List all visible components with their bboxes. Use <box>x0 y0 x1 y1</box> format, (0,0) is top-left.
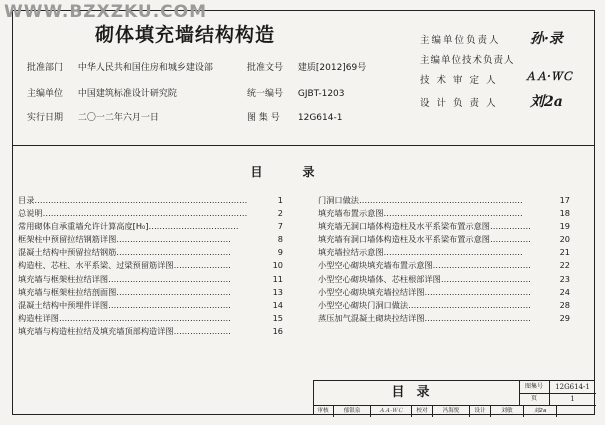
signoff-cell-empty <box>557 406 596 417</box>
toc-entry[interactable] <box>18 325 283 338</box>
toc-entry-title: 常用砌体自承重墙允许计算高度[H₀]…………………………… <box>18 221 239 232</box>
signoff-cell: 校对 <box>412 406 433 417</box>
toc-entry[interactable] <box>318 246 570 259</box>
toc-entry[interactable] <box>18 207 283 220</box>
signoff-cell: 刘敏 <box>491 406 524 417</box>
toc-entry-page: 17 <box>559 195 570 205</box>
meta-editor-unit <box>27 86 177 99</box>
toc-entry[interactable] <box>18 273 283 286</box>
meta-value: 中华人民共和国住房和城乡建设部 <box>77 63 213 73</box>
meta-value: 中国建筑标准设计研究院 <box>77 89 177 99</box>
signoff-cell: 刘2a <box>524 406 557 417</box>
toc-entry-title: 填充墙与构造柱拉结及填充墙顶部构造详图………………… <box>18 325 231 336</box>
toc-entry[interactable] <box>318 259 570 272</box>
signature-tech: ＡＡ·ＷＣ <box>525 70 573 83</box>
toc-entry-page: 20 <box>559 234 570 245</box>
signoff-cell: ＡＡ·ＷＣ <box>371 406 412 417</box>
toc-entry-title: 门洞口做法…………………………………………………… <box>318 195 523 205</box>
meta-label: 批准部门 <box>27 63 64 73</box>
page-value: 1 <box>570 395 575 403</box>
toc-entry-title: 小型空心砌块填充墙拉结详图………………………………… <box>318 286 531 297</box>
toc-entry[interactable] <box>18 220 283 233</box>
document-title: 砌体填充墙结构构造 <box>95 24 276 46</box>
toc-entry-title: 构造柱详图……………………………………………………… <box>18 312 231 323</box>
meta-value: GJBT-1203 <box>297 89 345 99</box>
toc-entry-title: 填充墙拉结示意图…………………………………………… <box>318 247 523 258</box>
toc-entry-page: 22 <box>559 260 570 271</box>
toc-entry-page: 2 <box>277 208 283 219</box>
toc-entry-page: 21 <box>559 247 570 258</box>
toc-entry[interactable] <box>318 233 570 246</box>
toc-entry-page: 23 <box>559 273 570 284</box>
meta-value: 建质[2012]69号 <box>297 63 367 73</box>
toc-entry-title: 小型空心砌块填充墙布置示意图……………………………… <box>318 260 531 271</box>
signoff-cell: 审核 <box>313 406 334 417</box>
signature-chief: 孙·录 <box>530 31 563 47</box>
toc-entry[interactable] <box>318 273 570 286</box>
watermark: WWW.BZXZKU.COM <box>4 2 208 22</box>
meta-impl-date <box>27 110 159 123</box>
meta-label: 图 集 号 <box>247 113 280 123</box>
toc-entry-title: 蒸压加气混凝土砌块拉结详图………………………………… <box>318 312 531 323</box>
toc-entry-page: 1 <box>277 195 283 205</box>
meta-approve-dept <box>27 60 213 73</box>
toc-entry-page: 7 <box>277 221 283 232</box>
toc-entry-page: 19 <box>559 221 570 232</box>
page-label: 页 <box>519 393 550 405</box>
meta-atlas-no <box>247 110 342 123</box>
toc-entry[interactable] <box>18 233 283 246</box>
signoff-cell: 郁银泉 <box>334 406 371 417</box>
signoff-cell: 冯海悦 <box>433 406 470 417</box>
meta-approve-doc <box>247 60 366 73</box>
meta-value: 二〇一二年六月一日 <box>77 113 159 123</box>
toc-entry-title: 填充墙布置示意图…………………………………………… <box>318 208 523 219</box>
meta-label: 批准文号 <box>247 63 284 73</box>
header-divider <box>12 145 595 146</box>
toc-entry-page: 13 <box>272 286 283 297</box>
tech-review-label: 技 术 审 定 人 <box>420 75 498 86</box>
toc-entry-page: 28 <box>559 299 570 310</box>
toc-entry[interactable] <box>318 207 570 220</box>
toc-entry-title: 填充墙无洞口墙体构造柱及水平系梁布置示意图…………… <box>318 221 531 232</box>
toc-entry-page: 10 <box>272 260 283 271</box>
meta-value: 12G614-1 <box>297 113 343 123</box>
toc-entry[interactable] <box>18 259 283 272</box>
toc-entry-page: 18 <box>559 208 570 219</box>
toc-heading-char: 目 <box>250 165 303 179</box>
title-block <box>313 380 595 415</box>
toc-entry-title: 小型空心砌块墙体、芯柱根部详图…………………………… <box>318 273 531 284</box>
chief-unit-label: 主编单位负责人 <box>420 35 501 46</box>
chief-tech-label: 主编单位技术负责人 <box>420 55 515 66</box>
title-block-heading: 目录 <box>314 381 520 405</box>
signoff-cell: 设计 <box>470 406 491 417</box>
toc-entry[interactable] <box>18 299 283 312</box>
toc-entry-title: 填充墙有洞口墙体构造柱及水平系梁布置示意图…………… <box>318 234 531 245</box>
toc-entry-page: 16 <box>272 325 283 336</box>
toc-entry[interactable] <box>18 312 283 325</box>
meta-unified-no <box>247 86 345 99</box>
toc-entry-page: 8 <box>277 234 283 245</box>
toc-entry-page: 24 <box>559 286 570 297</box>
toc-entry-title: 混凝土结构中预留拉结钢筋…………………………………… <box>18 247 231 258</box>
toc-entry-page: 11 <box>272 273 283 284</box>
toc-entry[interactable] <box>18 246 283 259</box>
toc-entry-title: 框架柱中预留拉结钢筋详图…………………………………… <box>18 234 231 245</box>
toc-entry[interactable] <box>318 194 570 207</box>
toc-heading <box>0 163 605 180</box>
toc-entry-page: 9 <box>277 247 283 258</box>
meta-label: 实行日期 <box>27 113 64 123</box>
toc-entry[interactable] <box>18 194 283 207</box>
toc-heading-char: 录 <box>302 165 355 179</box>
toc-entry-title: 总说明………………………………………………………………… <box>18 208 248 219</box>
design-lead-label: 设 计 负 责 人 <box>420 98 498 109</box>
signature-design: 刘2a <box>530 94 563 110</box>
toc-entry-title: 混凝土结构中预埋件详图……………………………………… <box>18 299 231 310</box>
toc-entry-title: 填充墙与框架柱拉结剖面图…………………………………… <box>18 286 231 297</box>
toc-entry-page: 15 <box>272 312 283 323</box>
meta-label: 主编单位 <box>27 89 64 99</box>
toc-left-column <box>18 194 283 338</box>
toc-entry-title: 目录…………………………………………………………………… <box>18 195 248 205</box>
toc-entry[interactable] <box>318 312 570 325</box>
toc-entry[interactable] <box>318 299 570 312</box>
toc-entry[interactable] <box>318 286 570 299</box>
toc-entry-page: 14 <box>272 299 283 310</box>
toc-entry-page: 29 <box>559 312 570 323</box>
atlas-no-value: 12G614-1 <box>549 381 596 394</box>
meta-label: 统一编号 <box>247 89 284 99</box>
atlas-no-label: 图集号 <box>519 381 550 394</box>
toc-entry-title: 小型空心砌块门洞口做法……………………………………… <box>318 299 531 310</box>
toc-entry-title: 填充墙与框架柱拉结详图……………………………………… <box>18 273 231 284</box>
signoff-row <box>313 405 596 417</box>
toc-entry[interactable] <box>318 220 570 233</box>
toc-right-column <box>318 194 570 325</box>
toc-entry-title: 构造柱、芯柱、水平系梁、过梁预留筋详图………………… <box>18 260 231 271</box>
toc-entry[interactable] <box>18 286 283 299</box>
